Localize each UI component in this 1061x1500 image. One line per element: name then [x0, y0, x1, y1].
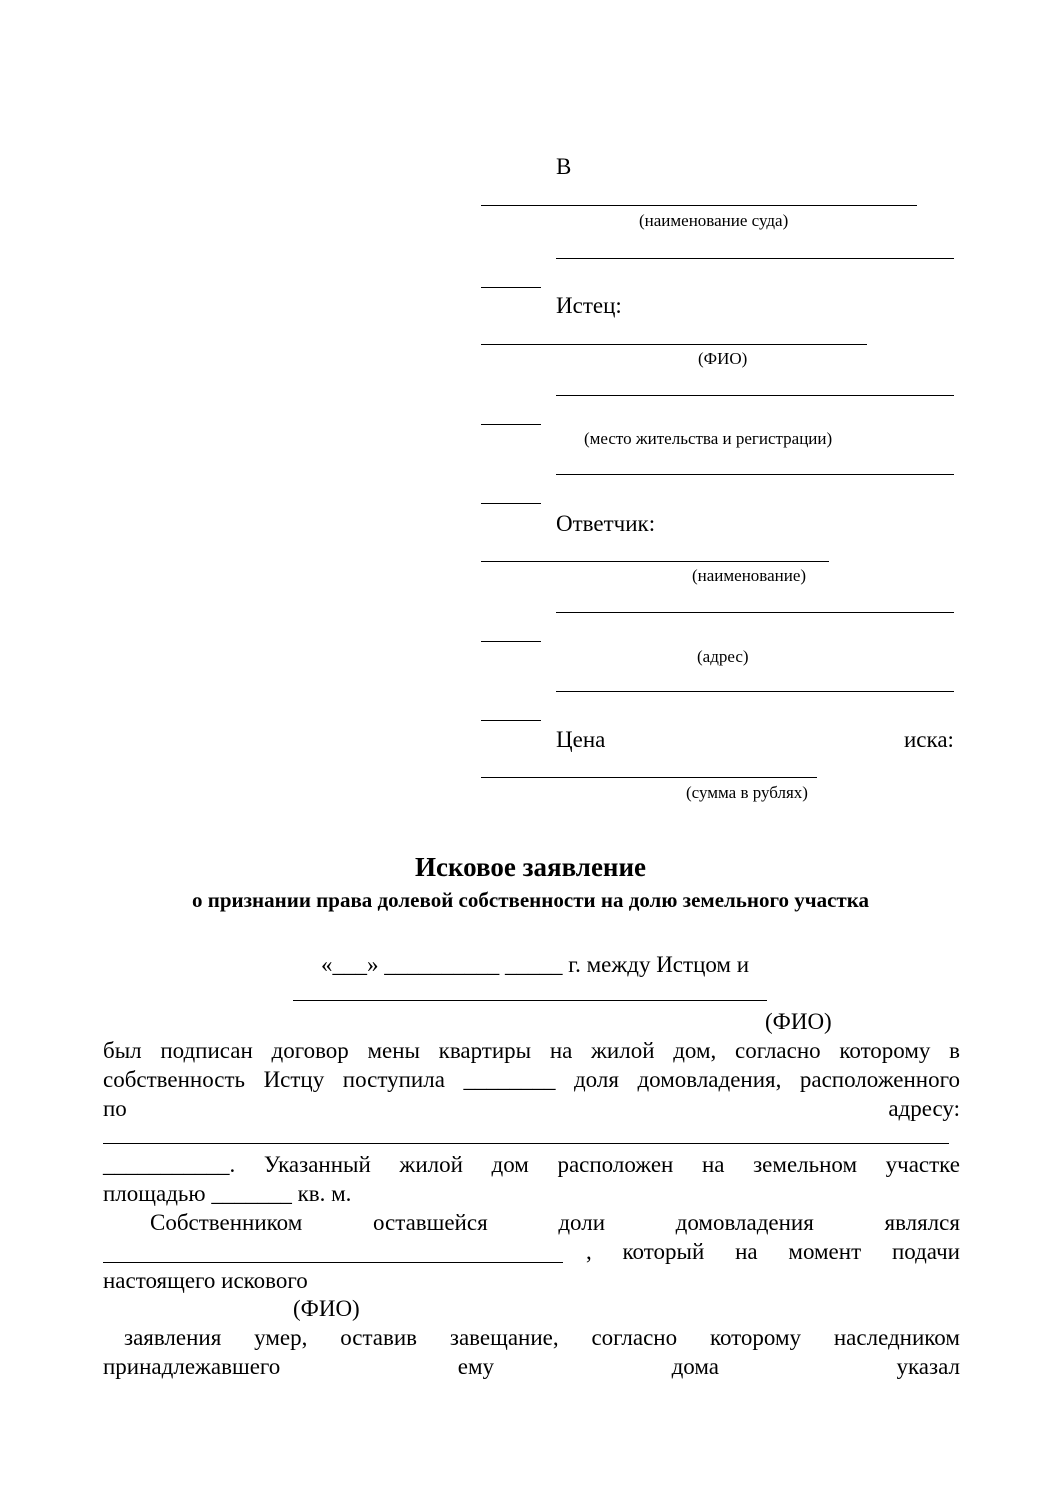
owner-name-caption: (ФИО) — [293, 1296, 360, 1321]
plaintiff-address-line-end — [481, 424, 541, 425]
defendant-extra-line-end — [481, 720, 541, 721]
paragraph3-line2: принадлежавшего ему дома указал — [103, 1354, 960, 1379]
defendant-extra-line — [556, 691, 954, 692]
court-address-line — [556, 258, 954, 259]
plaintiff-name-caption: (ФИО) — [698, 349, 748, 368]
defendant-name-line — [481, 561, 829, 562]
paragraph1-line6: площадью _______ кв. м. — [103, 1181, 352, 1206]
plaintiff-address-line — [556, 395, 954, 396]
defendant-name-caption: (наименование) — [692, 566, 807, 585]
paragraph1-line3: по адресу: — [103, 1096, 960, 1121]
contract-date-line: «___» __________ _____ г. между Истцом и — [321, 952, 750, 977]
plaintiff-label: Истец: — [556, 293, 622, 318]
paragraph2-line1: Собственником оставшейся доли домовладения являлся — [150, 1210, 960, 1235]
paragraph2-line3: настоящего искового — [103, 1268, 308, 1293]
plaintiff-extra-line — [556, 474, 954, 475]
claim-price-label-2: иска: — [904, 727, 954, 752]
party-name-caption: (ФИО) — [765, 1009, 832, 1034]
court-prefix: В — [556, 154, 572, 179]
defendant-address-line — [556, 612, 954, 613]
plaintiff-name-line — [481, 344, 867, 345]
paragraph2-line2: , который на момент подачи — [586, 1239, 960, 1264]
paragraph1-line2: собственность Истцу поступила ________ доля домовладения, расположенного — [103, 1067, 960, 1092]
claim-price-label-1: Цена — [556, 727, 606, 752]
document-subtitle: о признании права долевой собственности на долю земельного участка — [191, 888, 870, 912]
defendant-address-caption: (адрес) — [697, 647, 749, 666]
court-address-line-end — [481, 287, 541, 288]
defendant-address-line-end — [481, 641, 541, 642]
court-caption: (наименование суда) — [639, 211, 789, 230]
plaintiff-extra-line-end — [481, 503, 541, 504]
court-name-line — [481, 205, 917, 206]
claim-price-line — [481, 777, 817, 778]
plaintiff-address-caption: (место жительства и регистрации) — [584, 429, 833, 448]
defendant-label: Ответчик: — [556, 511, 656, 536]
owner-name-line — [103, 1262, 563, 1263]
claim-price-caption: (сумма в рублях) — [686, 783, 808, 802]
document-title: Исковое заявление — [414, 852, 647, 882]
address-blank-line — [103, 1143, 949, 1144]
paragraph3-line1: заявления умер, оставив завещание, согласно которому наследником — [124, 1325, 960, 1350]
paragraph1-line5: ___________. Указанный жилой дом расположен на земельном участке — [103, 1152, 960, 1177]
party-name-line — [293, 1000, 767, 1001]
paragraph1-line1: был подписан договор мены квартиры на жилой дом, согласно которому в — [103, 1038, 960, 1063]
